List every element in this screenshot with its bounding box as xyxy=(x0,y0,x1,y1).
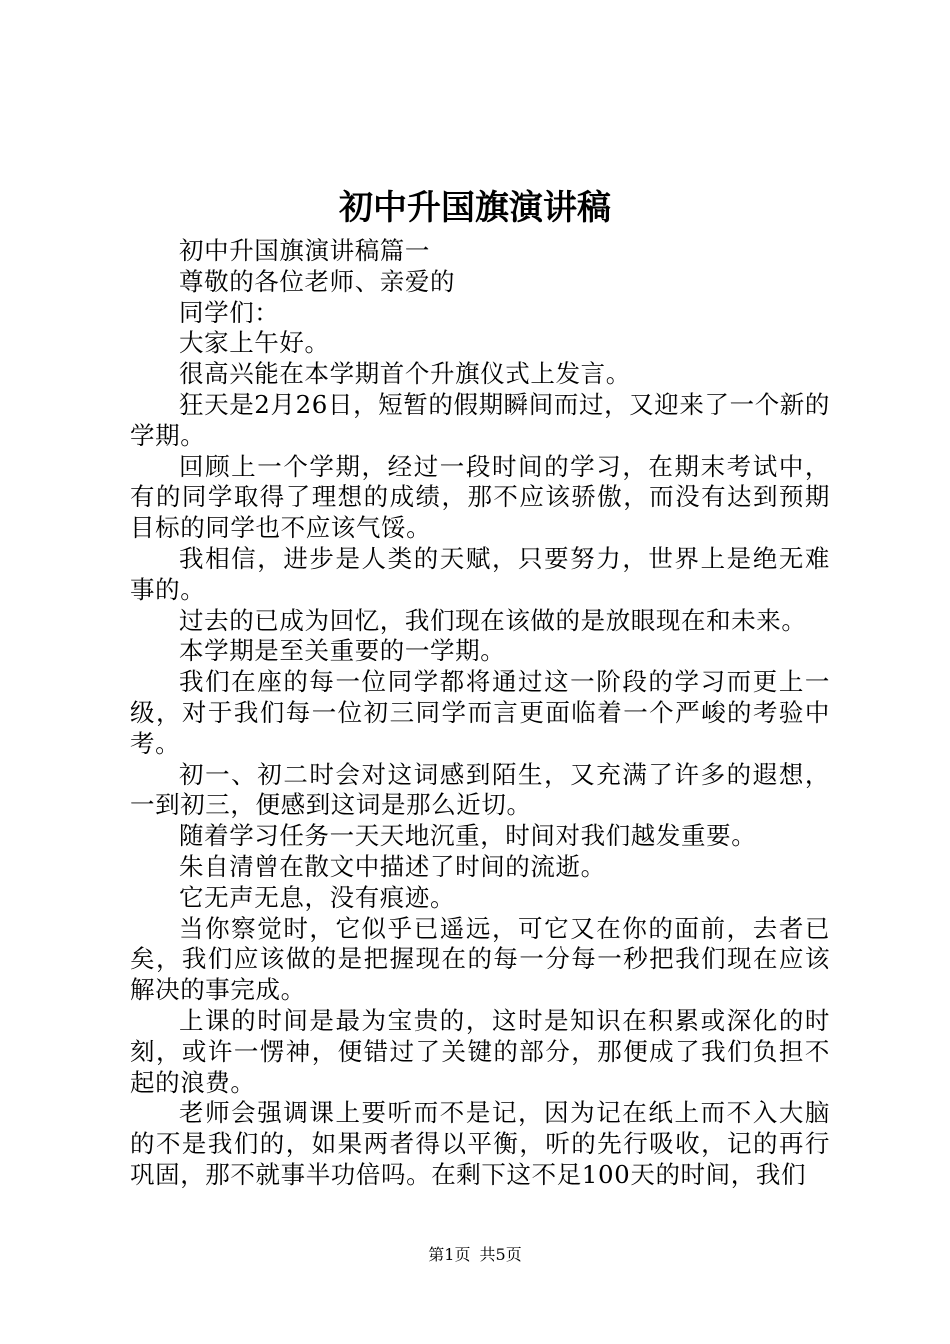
paragraph: 初中升国旗演讲稿篇一 xyxy=(179,236,430,265)
document-title: 初中升国旗演讲稿 xyxy=(339,188,611,228)
paragraph: 朱自清曾在散文中描述了时间的流逝。 xyxy=(179,851,606,881)
paragraph: 狂天是2月26日，短暂的假期瞬间而过，又迎来了一个新的学期。 xyxy=(130,389,830,450)
paragraph: 本学期是至关重要的一学期。 xyxy=(179,636,506,666)
page-number: 第1页 xyxy=(428,1245,471,1264)
paragraph: 回顾上一个学期，经过一段时间的学习，在期末考试中，有的同学取得了理想的成绩，那不应该骄傲，而没有达到预期目标的同学也不应该气馁。 xyxy=(130,451,830,543)
paragraph: 尊敬的各位老师、亲爱的 xyxy=(179,266,456,296)
paragraph: 很高兴能在本学期首个升旗仪式上发言。 xyxy=(179,359,631,389)
paragraph: 同学们： xyxy=(179,297,280,327)
document-body xyxy=(130,236,830,1191)
paragraph: 当你察觉时，它似乎已遥远，可它又在你的面前，去者已矣，我们应该做的是把握现在的每一分每一秒把我们现在应该解决的事完成。 xyxy=(130,913,830,1005)
paragraph: 我相信，进步是人类的天赋，只要努力，世界上是绝无难事的。 xyxy=(130,543,830,604)
page-footer xyxy=(0,1244,950,1266)
paragraph: 我们在座的每一位同学都将通过这一阶段的学习而更上一级，对于我们每一位初三同学而言更面临着一个严峻的考验中考。 xyxy=(130,667,830,758)
paragraph: 初一、初二时会对这词感到陌生，又充满了许多的遐想，一到初三，便感到这词是那么近切。 xyxy=(130,759,830,820)
paragraph: 上课的时间是最为宝贵的，这时是知识在积累或深化的时刻，或许一愣神，便错过了关键的部分，那便成了我们负担不起的浪费。 xyxy=(130,1005,830,1097)
paragraph: 过去的已成为回忆，我们现在该做的是放眼现在和未来。 xyxy=(179,605,807,635)
paragraph: 大家上午好。 xyxy=(179,328,330,358)
paragraph: 老师会强调课上要听而不是记，因为记在纸上而不入大脑的不是我们的，如果两者得以平衡，听的先行吸收，记的再行巩固，那不就事半功倍吗。在剩下这不足100天的时间，我们 xyxy=(130,1098,830,1189)
page-total: 共5页 xyxy=(479,1245,522,1264)
paragraph: 它无声无息，没有痕迹。 xyxy=(179,882,456,912)
paragraph: 随着学习任务一天天地沉重，时间对我们越发重要。 xyxy=(179,821,757,851)
